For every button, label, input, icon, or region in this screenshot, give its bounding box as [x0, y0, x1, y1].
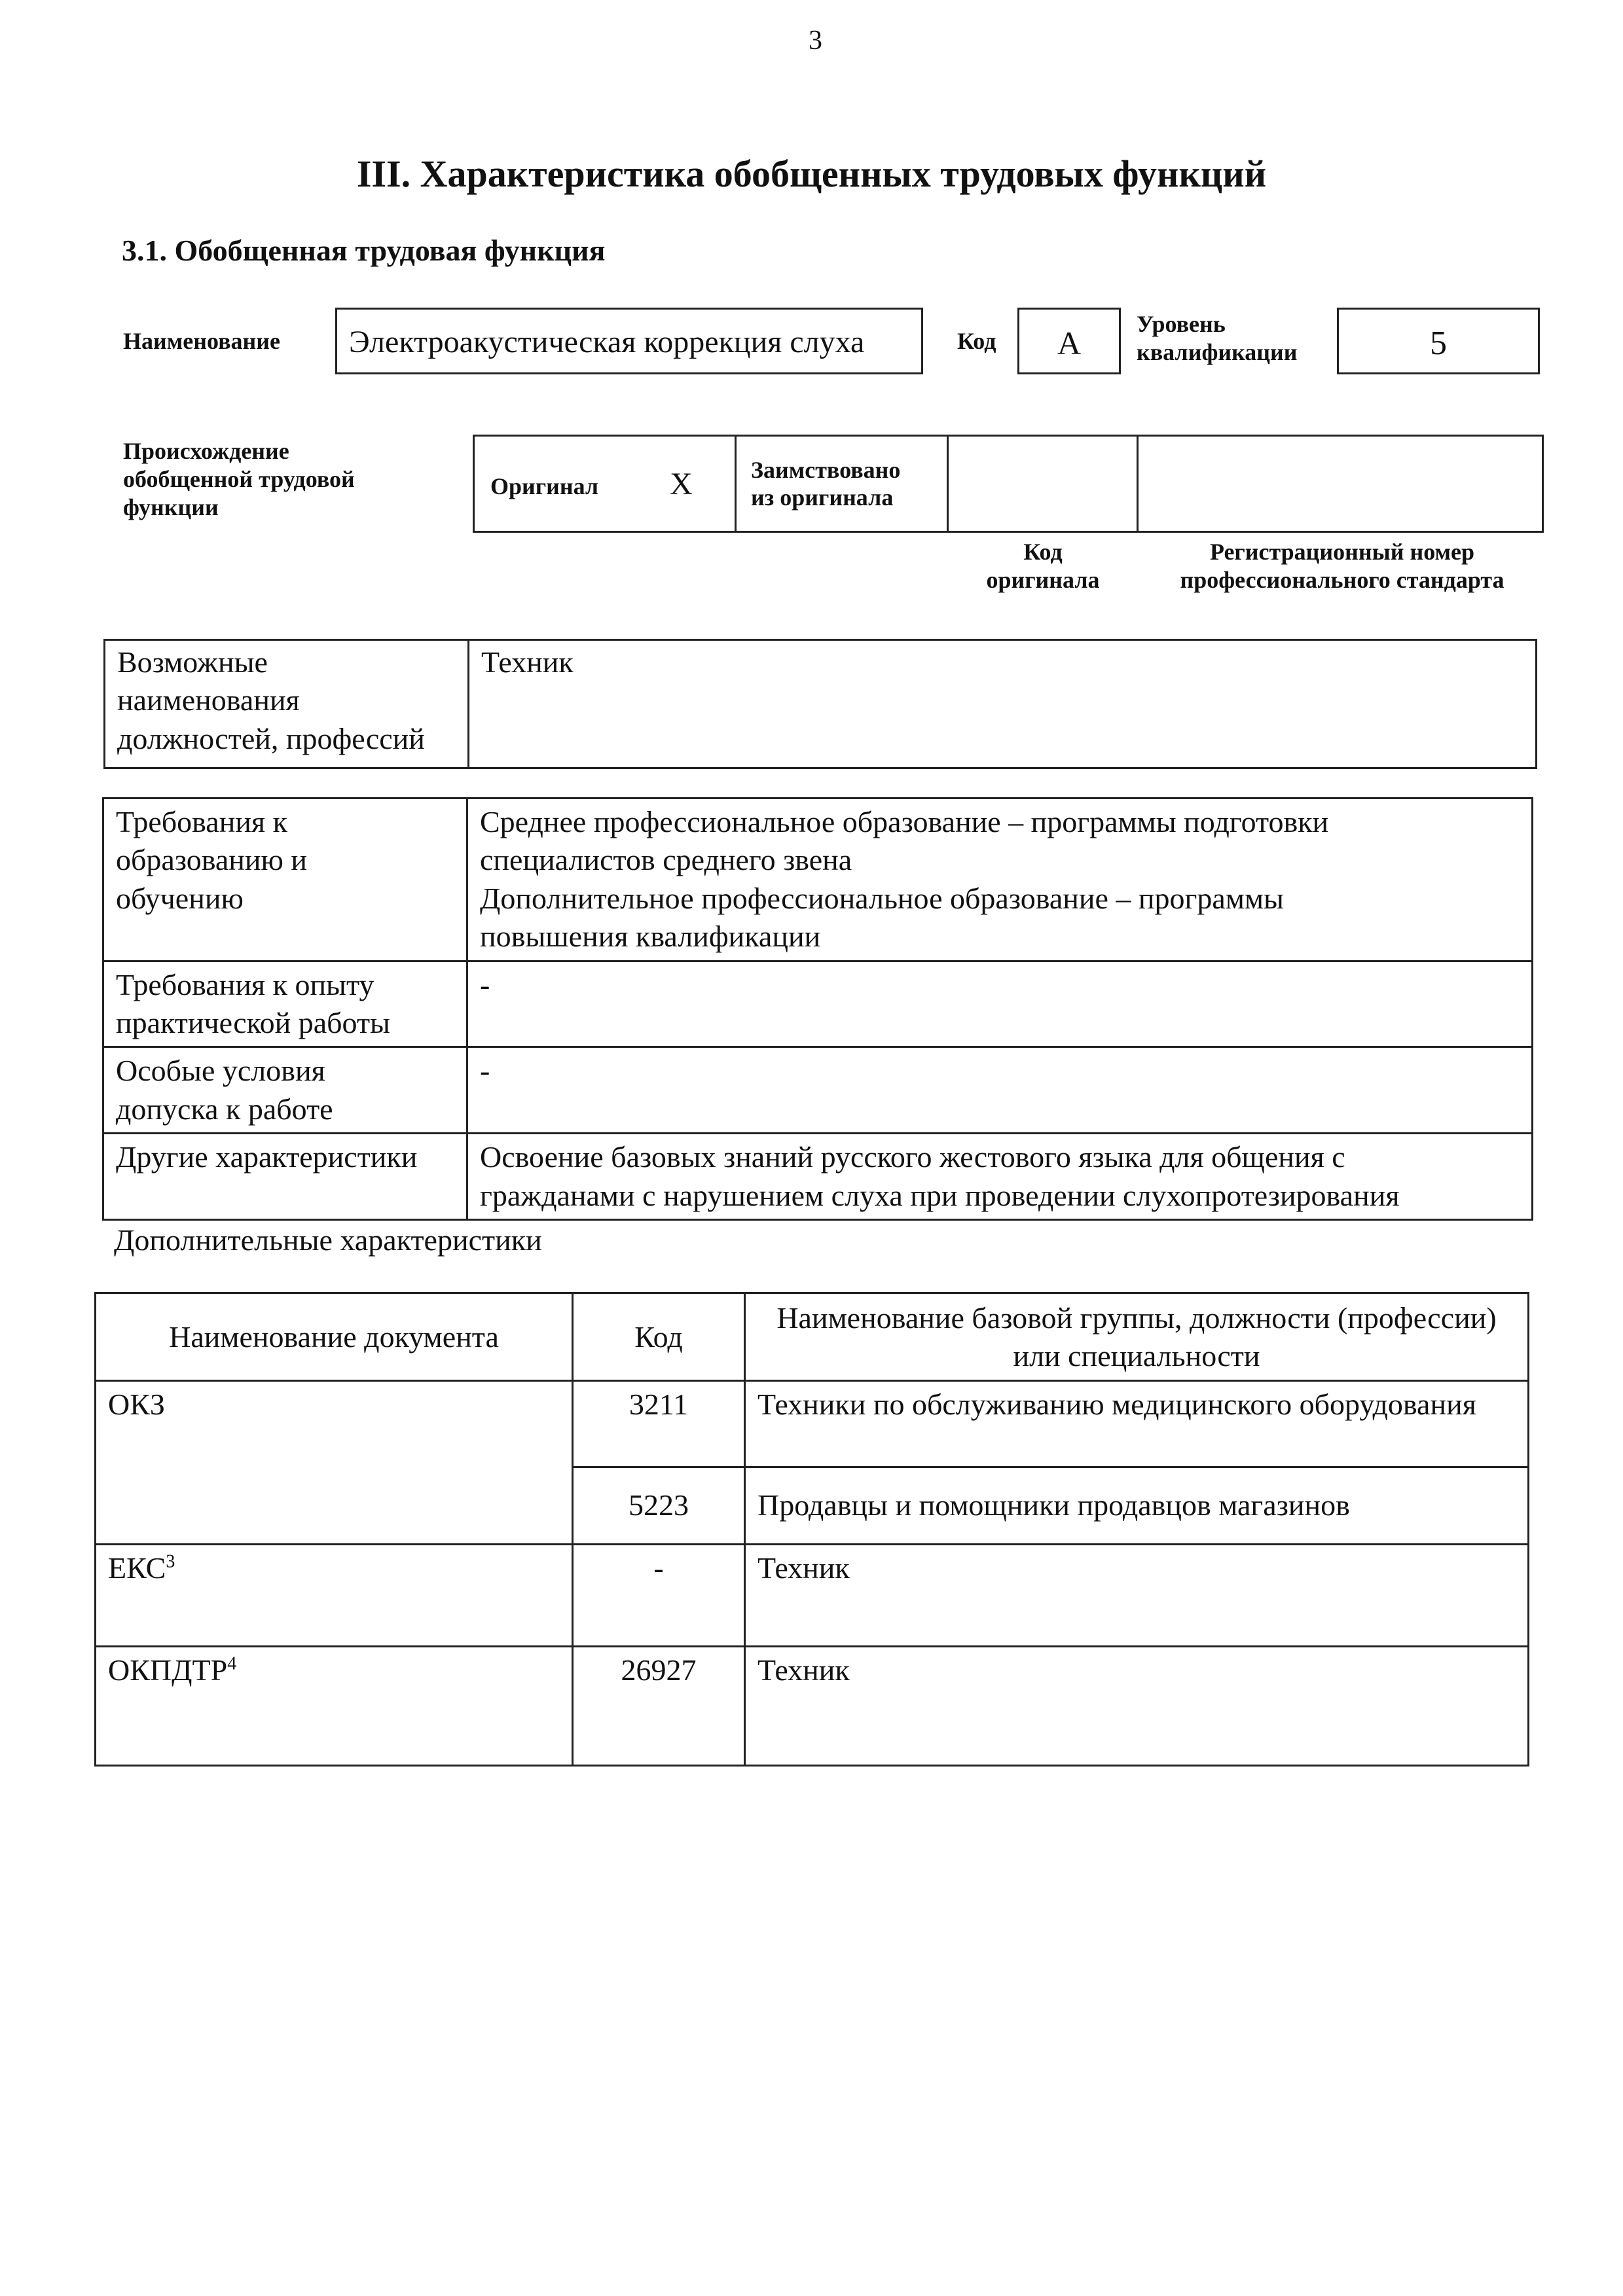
req-row-experience [103, 961, 1533, 1047]
section-title: III. Характеристика обобщенных трудовых функций [356, 152, 1267, 195]
origin-label-line-3: функции [123, 494, 219, 521]
name-label: Наименование [123, 328, 280, 354]
req-label-line: образованию и [116, 843, 307, 877]
req-value-line: - [480, 967, 490, 1001]
positions-label-line-3: должностей, профессий [117, 721, 425, 755]
add-row-okz-1 [96, 1381, 1529, 1467]
add-header-name [745, 1293, 1529, 1381]
req-value-line: Дополнительное профессиональное образование – программы [480, 881, 1284, 915]
add-doc-text: ЕКС [108, 1551, 166, 1585]
origin-code-cell [948, 436, 1138, 532]
req-value-line: повышения квалификации [480, 920, 821, 954]
req-value-line: Среднее профессиональное образование – программы подготовки [480, 805, 1329, 838]
origin-table [473, 435, 1544, 533]
add-code-cell: 26927 [573, 1647, 745, 1766]
code-box [1017, 308, 1121, 374]
add-name-cell: Техники по обслуживанию медицинского оборудования [745, 1381, 1529, 1467]
level-value: 5 [1430, 325, 1447, 362]
positions-label-line-1: Возможные [117, 645, 268, 679]
add-row-okpdtr [96, 1647, 1529, 1766]
add-header-doc: Наименование документа [96, 1293, 573, 1381]
req-label-line: допуска к работе [116, 1092, 333, 1126]
req-row-other [103, 1134, 1533, 1220]
add-code-cell: 3211 [573, 1381, 745, 1467]
req-value-line: гражданами с нарушением слуха при проведении слухопротезирования [480, 1178, 1400, 1212]
add-name-cell: Техник [745, 1647, 1529, 1766]
origin-original-label: Оригинал [490, 473, 599, 499]
req-value-cell [467, 798, 1533, 961]
origin-label-line-1: Происхождение [123, 438, 289, 464]
level-label-line-1: Уровень [1137, 311, 1226, 337]
req-value-cell [467, 1047, 1533, 1134]
positions-label-cell [105, 640, 469, 768]
origin-reg-caption [1139, 538, 1545, 594]
origin-reg-caption-line-2: профессионального стандарта [1180, 567, 1504, 594]
add-header-name-line-1: Наименование базовой группы, должности (профессии) [776, 1301, 1497, 1335]
req-label-line: обучению [116, 881, 244, 915]
requirements-table [102, 797, 1533, 1221]
req-value-cell [467, 961, 1533, 1047]
add-header-name-line-2: или специальности [1013, 1338, 1260, 1372]
origin-code-caption-line-1: Код [1023, 539, 1063, 565]
origin-reg-caption-line-1: Регистрационный номер [1209, 539, 1475, 565]
footnote-marker: 3 [166, 1551, 175, 1572]
additional-table [94, 1292, 1529, 1767]
origin-label-line-2: обобщенной трудовой [123, 466, 355, 493]
add-code-cell: 5223 [573, 1467, 745, 1545]
positions-value: Техник [481, 645, 574, 679]
origin-original-cell [474, 436, 736, 532]
origin-original-mark: Х [670, 466, 693, 501]
req-label-cell [103, 1134, 467, 1220]
positions-table [103, 639, 1537, 769]
req-label-line: практической работы [116, 1006, 390, 1040]
add-row-eks [96, 1545, 1529, 1647]
additional-title: Дополнительные характеристики [114, 1223, 542, 1257]
subsection-title: 3.1. Обобщенная трудовая функция [122, 234, 606, 267]
req-label-line: Другие характеристики [116, 1140, 418, 1174]
origin-label [123, 437, 355, 522]
origin-reg-cell [1138, 436, 1543, 532]
origin-borrowed-cell [736, 436, 948, 532]
footnote-marker: 4 [227, 1653, 237, 1674]
name-box [335, 308, 923, 374]
add-name-cell: Техник [745, 1545, 1529, 1647]
origin-code-caption [948, 538, 1138, 594]
positions-label-line-2: наименования [117, 683, 300, 717]
origin-code-caption-line-2: оригинала [986, 567, 1100, 594]
req-row-admission [103, 1047, 1533, 1134]
add-doc-cell [96, 1545, 573, 1647]
add-code-cell: - [573, 1545, 745, 1647]
level-label [1137, 310, 1298, 367]
req-label-line: Требования к [116, 805, 287, 838]
positions-value-cell [469, 640, 1537, 768]
req-value-cell [467, 1134, 1533, 1220]
code-label: Код [957, 328, 996, 354]
req-value-line: - [480, 1054, 490, 1088]
add-header-row [96, 1293, 1529, 1381]
req-label-cell [103, 961, 467, 1047]
page-number: 3 [809, 26, 822, 56]
req-label-cell [103, 1047, 467, 1134]
level-box [1337, 308, 1540, 374]
req-label-line: Требования к опыту [116, 967, 374, 1001]
origin-borrowed-line-1: Заимствовано [751, 457, 901, 483]
req-row-education [103, 798, 1533, 961]
add-header-code: Код [573, 1293, 745, 1381]
req-label-cell [103, 798, 467, 961]
add-name-cell: Продавцы и помощники продавцов магазинов [745, 1467, 1529, 1545]
req-value-line: специалистов среднего звена [480, 843, 852, 877]
req-label-line: Особые условия [116, 1054, 325, 1088]
name-value: Электроакустическая коррекция слуха [349, 325, 865, 359]
code-value: А [1057, 325, 1082, 361]
level-label-line-2: квалификации [1137, 339, 1298, 366]
add-doc-cell: ОКЗ [96, 1381, 573, 1545]
req-value-line: Освоение базовых знаний русского жестового языка для общения с [480, 1140, 1345, 1174]
origin-borrowed-line-2: из оригинала [751, 484, 894, 511]
add-doc-text: ОКПДТР [108, 1653, 228, 1687]
add-doc-cell [96, 1647, 573, 1766]
